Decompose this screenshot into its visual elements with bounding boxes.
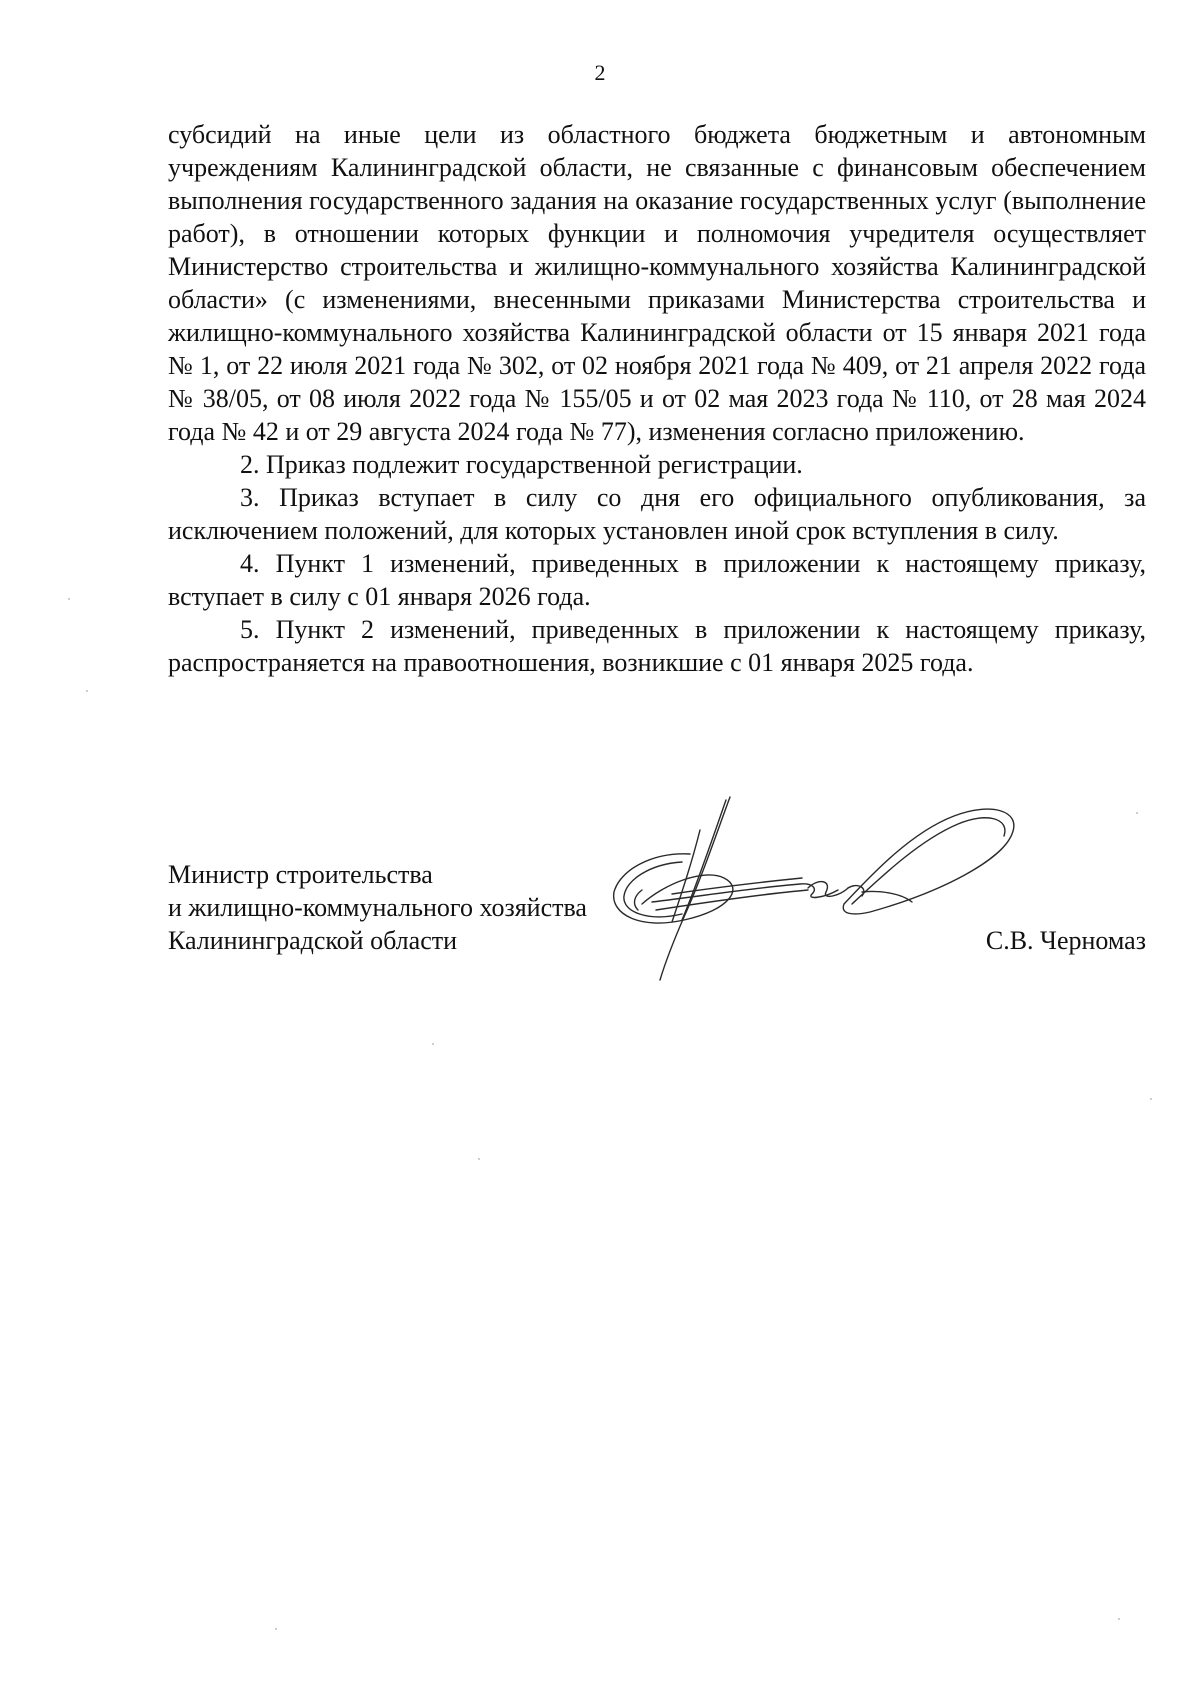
page-number: 2 bbox=[594, 60, 606, 85]
scan-speck bbox=[68, 598, 70, 600]
signer-title-line: Министр строительства bbox=[168, 860, 433, 889]
paragraph-item-5: 5. Пункт 2 изменений, приведенных в приложении к настоящему приказу, распространяется на правоотношения, возникшие с 01 января 2025 года. bbox=[168, 615, 1146, 677]
paragraph-item-3: 3. Приказ вступает в силу со дня его официального опубликования, за исключением положений, для которых установлен иной срок вступления в силу. bbox=[168, 483, 1146, 545]
signer-name: С.В. Черномаз bbox=[985, 926, 1146, 955]
scan-speck bbox=[478, 1158, 480, 1160]
scan-speck bbox=[1118, 1618, 1120, 1620]
scan-speck bbox=[1136, 812, 1138, 814]
handwritten-signature bbox=[612, 792, 1082, 1002]
paragraph-item-2: 2. Приказ подлежит государственной регистрации. bbox=[240, 450, 803, 479]
scan-speck bbox=[275, 1628, 277, 1630]
scan-speck bbox=[1150, 1098, 1152, 1100]
paragraph-item-4: 4. Пункт 1 изменений, приведенных в приложении к настоящему приказу, вступает в силу с 01 января 2026 года. bbox=[168, 549, 1146, 611]
signer-title bbox=[168, 858, 587, 957]
signer-title-line: и жилищно-коммунального хозяйства bbox=[168, 893, 587, 922]
scan-speck bbox=[86, 690, 88, 692]
scan-speck bbox=[432, 1043, 434, 1045]
order-body bbox=[168, 118, 1146, 679]
signer-title-line: Калининградской области bbox=[168, 926, 458, 955]
paragraph-continuation: субсидий на иные цели из областного бюджета бюджетным и автономным учреждениям Калининградской области, не связанные с финансовым обеспечением выполнения государственного задания на оказание государственных услуг (выполнение работ), в отношении которых функции и полномочия учредителя осуществляет Министерство строительства и жилищно-коммунального хозяйства Калининградской области» (с изменениями, внесенными приказами Министерства строительства и жилищно-коммунального хозяйства Калининградской области от 15 января 2021 года № 1, от 22 июля 2021 года № 302, от 02 ноября 2021 года № 409, от 21 апреля 2022 года № 38/05, от 08 июля 2022 года № 155/05 и от 02 мая 2023 года № 110, от 28 мая 2024 года № 42 и от 29 августа 2024 года № 77), изменения согласно приложению. bbox=[168, 120, 1146, 446]
